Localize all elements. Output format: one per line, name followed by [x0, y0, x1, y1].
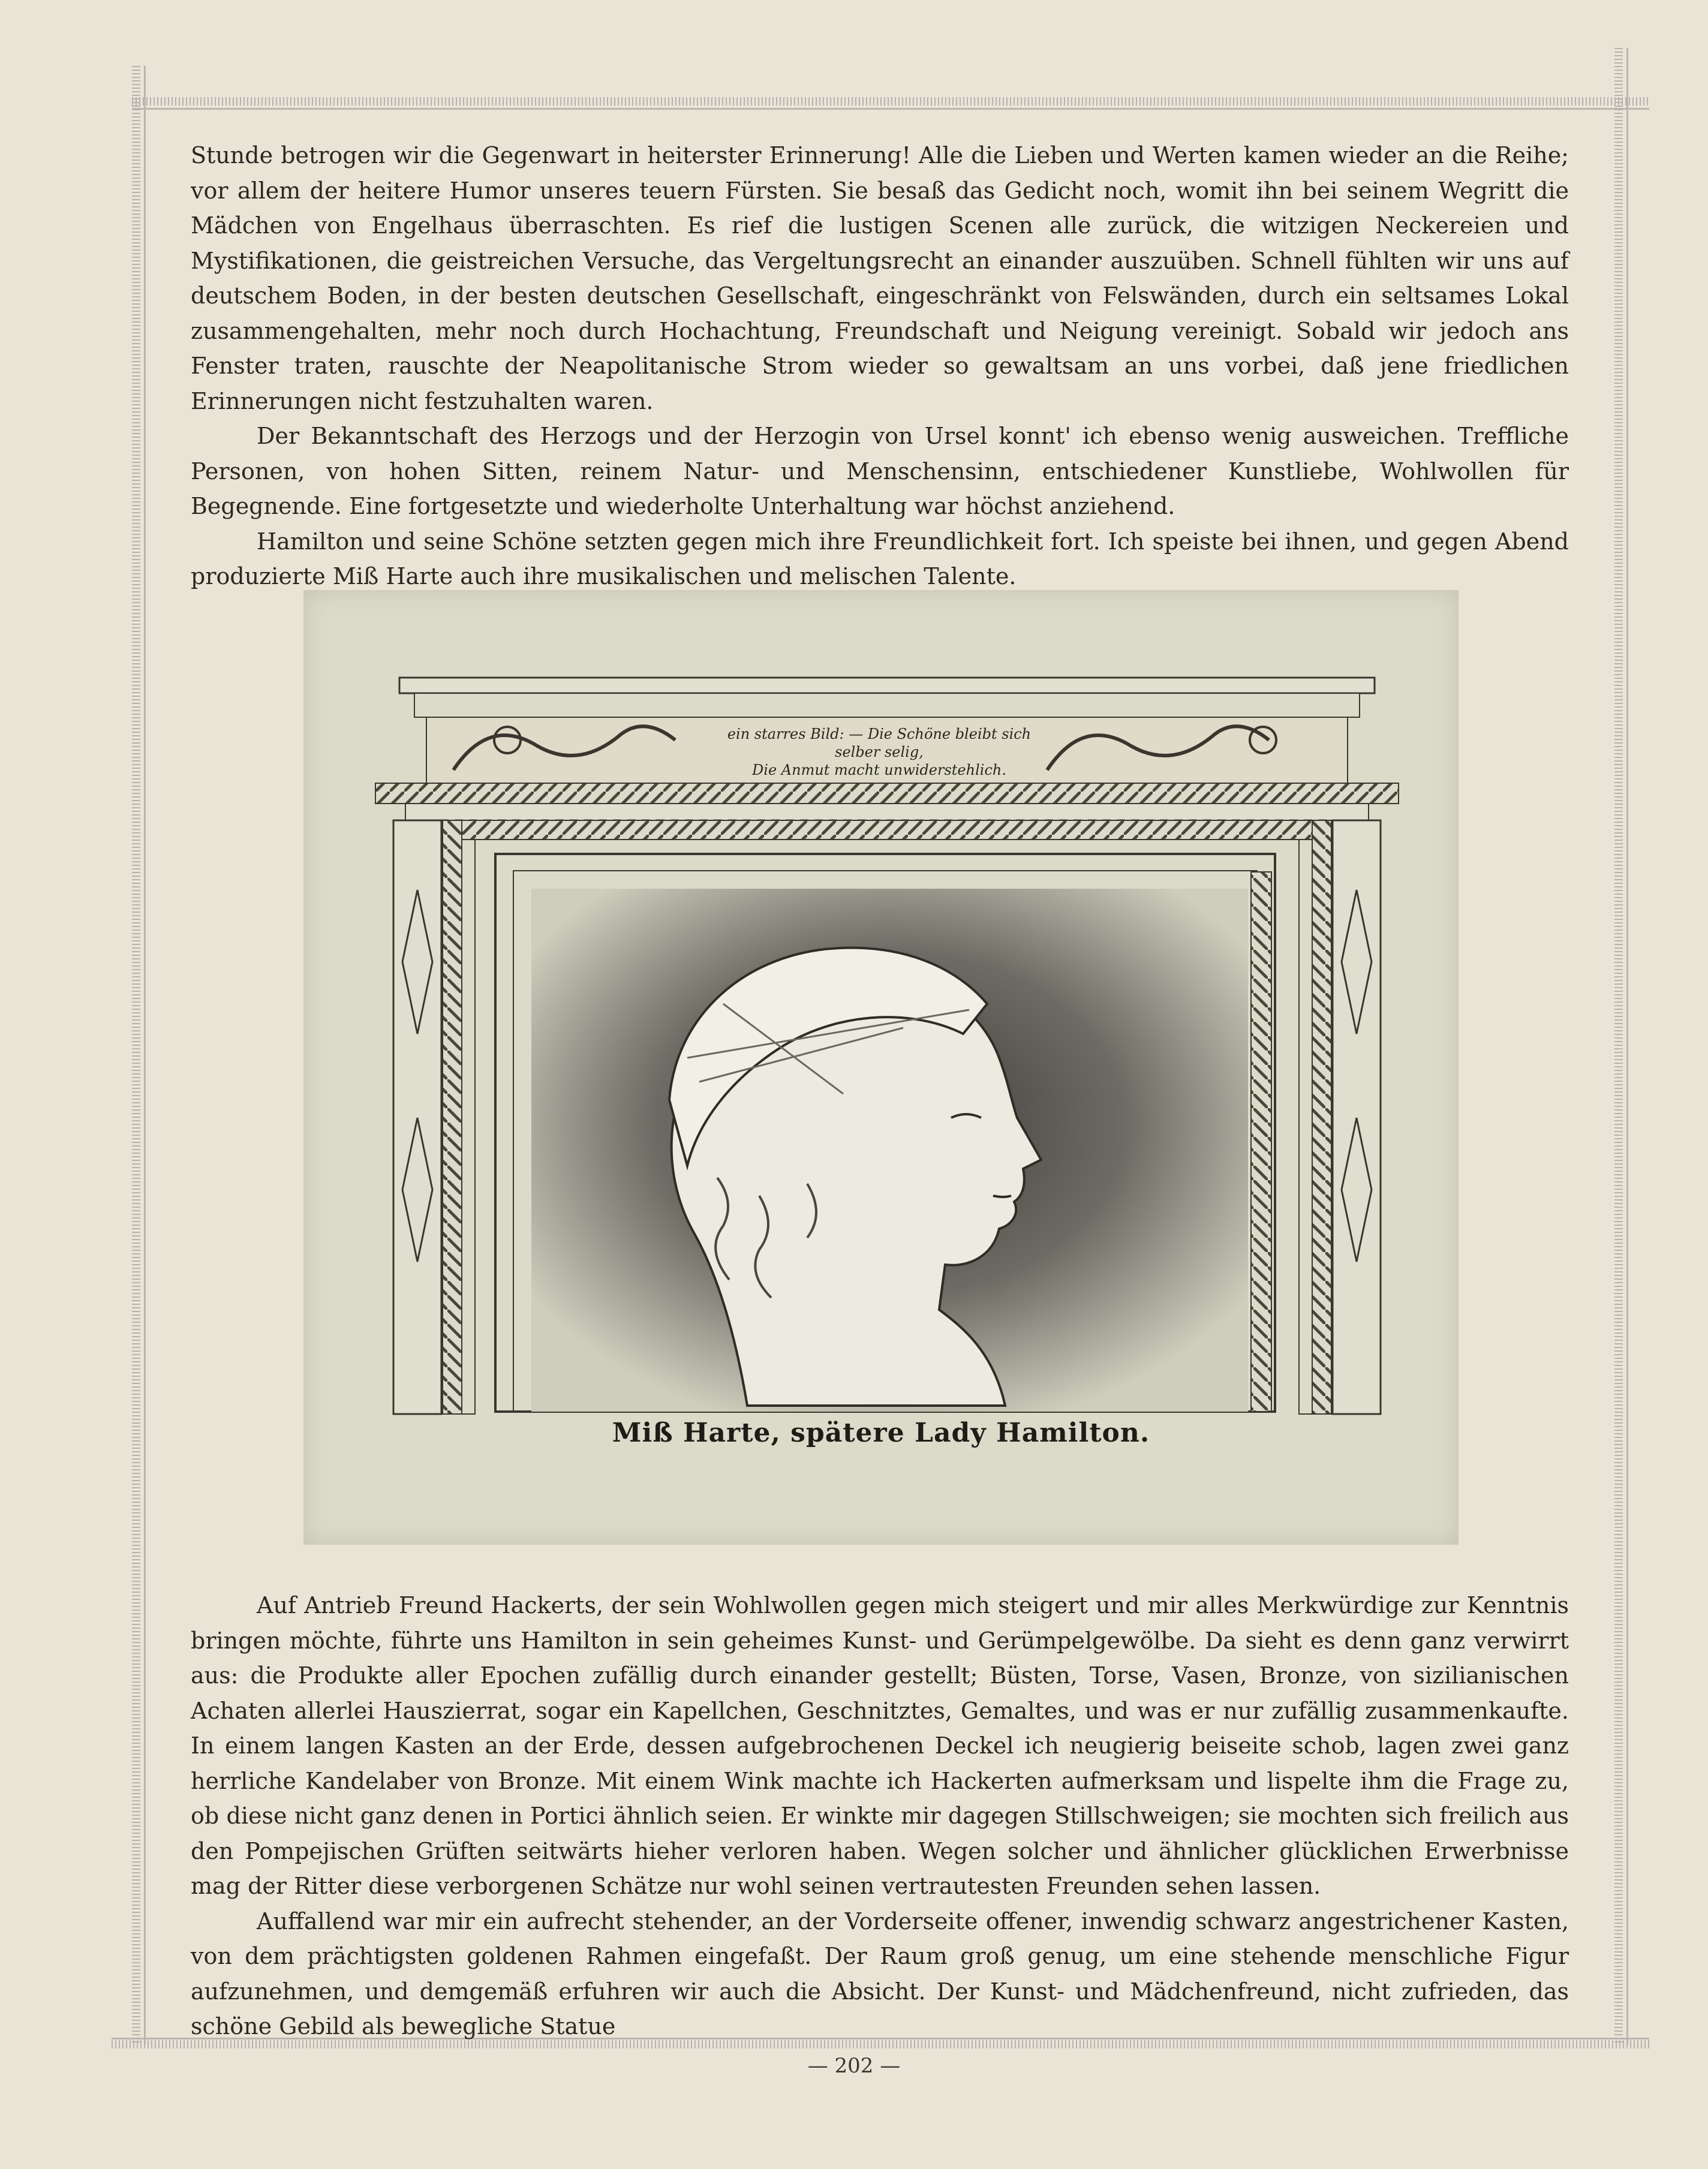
mantel-inscription: [711, 725, 1047, 779]
paragraph: Auffallend war mir ein aufrecht stehender, an der Vorderseite offener, inwendig schwarz angestrichener Kasten, von dem prächtigsten goldenen Rahmen eingefaßt. Der Raum groß genug, um eine stehende menschliche Figur aufzunehmen, und demgemäß erfuhren wir auch die Absicht. Der Kunst- und Mädchenfreund, nicht zufrieden, das schöne Gebild als bewegliche Statue: [191, 1908, 1569, 2039]
left-border-rule: [144, 66, 146, 2045]
paragraph: Hamilton und seine Schöne setzten gegen mich ihre Freundlichkeit fort. Ich speiste bei ihnen, und gegen Abend produzierte Miß Harte auch ihre musikalischen und melischen Talente.: [191, 528, 1569, 589]
inscription-line: Die Anmut macht unwiderstehlich.: [752, 762, 1006, 778]
right-border-rule: [1626, 48, 1628, 2045]
left-border-hatch: [132, 66, 140, 2045]
paragraph: Der Bekanntschaft des Herzogs und der Herzogin von Ursel konnt' ich ebenso wenig ausweichen. Treffliche Personen, von hohen Sitten, reinem Natur- und Menschensinn, entschiedener Kunstliebe, Wohlwollen für Begegnende. Eine fortgesetzte und wiederholte Unterhaltung war höchst anziehend.: [191, 423, 1569, 519]
text-block-bottom: [191, 1588, 1569, 2044]
text-block-top: [191, 138, 1569, 594]
top-border-hatch: [132, 97, 1649, 106]
paragraph: Auf Antrieb Freund Hackerts, der sein Wohlwollen gegen mich steigert und mir alles Merkwürdige zur Kenntnis bringen möchte, führte uns Hamilton in sein geheimes Kunst- und Gerümpelgewölbe. Da sieht es denn ganz verwirrt aus: die Produkte aller Epochen zufällig durch einander gestellt; Büsten, Torse, Vasen, Bronze, von sizilianischen Achaten allerlei Hauszierrat, sogar ein Kapellchen, Geschnitztes, Gemaltes, und was er nur zufällig zusammenkaufte. In einem langen Kasten an der Erde, dessen aufgebrochenen Deckel ich neugierig beiseite schob, lagen zwei ganz herrliche Kandelaber von Bronze. Mit einem Wink machte ich Hackerten aufmerksam und lispelte ihm die Frage zu, ob diese nicht ganz denen in Portici ähnlich seien. Er winkte mir dagegen Stillschweigen; sie mochten sich freilich aus den Pompejischen Grüften seitwärts hieher verloren haben. Wegen solcher und ähnlicher glücklichen Erwerbnisse mag der Ritter diese verborgenen Schätze nur wohl seinen vertrautesten Freunden sehen lassen.: [191, 1592, 1569, 1899]
paragraph: Stunde betrogen wir die Gegenwart in heiterster Erinnerung! Alle die Lieben und Werten kamen wieder an die Reihe; vor allem der heitere Humor unseres teuern Fürsten. Sie besaß das Gedicht noch, womit ihn bei seinem Wegritt die Mädchen von Engelhaus überraschten. Es rief die lustigen Scenen alle zurück, die witzigen Neckereien und Mystifikationen, die geistreichen Versuche, das Vergeltungsrecht an einander auszuüben. Schnell fühlten wir uns auf deutschem Boden, in der besten deutschen Gesellschaft, eingeschränkt von Felswänden, durch ein seltsames Lokal zusammengehalten, mehr noch durch Hochachtung, Freundschaft und Neigung vereinigt. Sobald wir jedoch ans Fenster traten, rauschte der Neapolitanische Strom wieder so gewaltsam an uns vorbei, daß jene friedlichen Erinnerungen nicht festzuhalten waren.: [191, 142, 1569, 414]
right-border-hatch: [1614, 48, 1623, 2045]
illustration-plate: [303, 590, 1459, 1545]
inscription-line: ein starres Bild: — Die Schöne bleibt sich selber selig,: [727, 726, 1032, 760]
top-border-rule: [132, 108, 1649, 110]
page-number: — 202 —: [807, 2054, 901, 2078]
illustration-caption: Miß Harte, spätere Lady Hamilton.: [612, 1418, 1150, 1448]
